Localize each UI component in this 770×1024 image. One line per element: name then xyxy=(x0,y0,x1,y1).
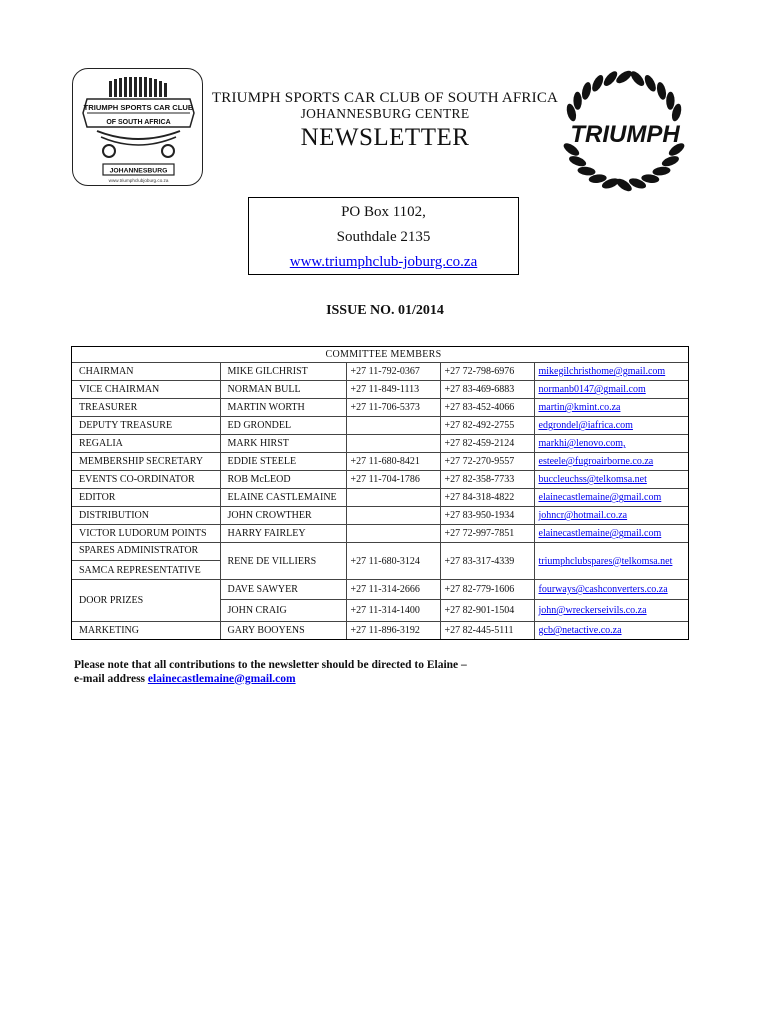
tel-cell xyxy=(346,435,440,453)
tel-cell: +27 11-314-2666 xyxy=(346,580,440,600)
badge-line1: TRIUMPH SPORTS CAR CLUB xyxy=(83,103,194,112)
tel-cell: +27 11-314-1400 xyxy=(346,600,440,622)
role-cell: CHAIRMAN xyxy=(72,363,220,381)
committee-caption-row xyxy=(72,347,688,363)
badge-url: www.triumphclubjoburg.co.za xyxy=(108,178,169,183)
email-link[interactable]: mikegilchristhome@gmail.com xyxy=(534,363,688,381)
role-cell: MARKETING xyxy=(72,622,220,640)
table-row xyxy=(72,381,688,399)
name-cell: JOHN CROWTHER xyxy=(220,507,346,525)
table-row xyxy=(72,471,688,489)
club-badge-logo xyxy=(72,68,203,186)
name-cell: DAVE SAWYER xyxy=(220,580,346,600)
table-row xyxy=(72,622,688,640)
table-row xyxy=(72,507,688,525)
suburb: Southdale 2135 xyxy=(336,229,431,245)
laurel-leaf xyxy=(580,81,592,100)
contribution-note xyxy=(74,659,714,686)
page-title: NEWSLETTER xyxy=(300,124,470,151)
tel-cell: +27 11-792-0367 xyxy=(346,363,440,381)
email-link[interactable]: elainecastlemaine@gmail.com xyxy=(534,489,688,507)
cell-cell: +27 82-492-2755 xyxy=(440,417,534,435)
triumph-wreath-logo xyxy=(552,67,696,195)
role-cell: REGALIA xyxy=(72,435,220,453)
centre-name: JOHANNESBURG CENTRE xyxy=(300,106,470,121)
table-row xyxy=(72,435,688,453)
role-cell xyxy=(72,543,220,580)
laurel-leaf xyxy=(642,73,658,93)
laurel-leaf xyxy=(573,92,582,110)
cell-cell: +27 72-997-7851 xyxy=(440,525,534,543)
table-row xyxy=(72,399,688,417)
badge-line3: JOHANNESBURG xyxy=(109,167,168,175)
role-cell: DEPUTY TREASURE xyxy=(72,417,220,435)
laurel-leaf xyxy=(577,166,596,177)
note-line2 xyxy=(74,673,714,687)
name-cell: EDDIE STEELE xyxy=(220,453,346,471)
tel-cell: +27 11-704-1786 xyxy=(346,471,440,489)
committee-caption: COMMITTEE MEMBERS xyxy=(72,347,688,363)
email-link[interactable]: fourways@cashconverters.co.za xyxy=(534,580,688,600)
laurel-leaf xyxy=(660,154,680,168)
cell-cell: +27 82-901-1504 xyxy=(440,600,534,622)
committee-table xyxy=(71,346,689,640)
email-link[interactable]: markhi@lenovo.com, xyxy=(534,435,688,453)
tel-cell xyxy=(346,525,440,543)
cell-cell: +27 83-950-1934 xyxy=(440,507,534,525)
tel-cell: +27 11-849-1113 xyxy=(346,381,440,399)
website-link[interactable]: www.triumphclub-joburg.co.za xyxy=(289,254,478,270)
cell-cell: +27 82-459-2124 xyxy=(440,435,534,453)
laurel-leaf xyxy=(652,166,671,177)
table-row xyxy=(72,580,688,600)
tel-cell: +27 11-706-5373 xyxy=(346,399,440,417)
email-link[interactable]: martin@kmint.co.za xyxy=(534,399,688,417)
tel-cell: +27 11-680-3124 xyxy=(346,543,440,580)
po-box: PO Box 1102, xyxy=(341,204,426,220)
email-link[interactable]: triumphclubspares@telkomsa.net xyxy=(534,543,688,580)
tel-cell: +27 11-896-3192 xyxy=(346,622,440,640)
name-cell: JOHN CRAIG xyxy=(220,600,346,622)
name-cell: ROB McLEOD xyxy=(220,471,346,489)
email-link[interactable]: john@wreckerseivils.co.za xyxy=(534,600,688,622)
table-row xyxy=(72,417,688,435)
role-cell: EDITOR xyxy=(72,489,220,507)
laurel-leaf xyxy=(614,68,634,85)
role-cell: MEMBERSHIP SECRETARY xyxy=(72,453,220,471)
tel-cell xyxy=(346,417,440,435)
role-cell: DOOR PRIZES xyxy=(72,580,220,622)
laurel-leaf xyxy=(655,81,667,100)
cell-cell: +27 83-317-4339 xyxy=(440,543,534,580)
name-cell: MIKE GILCHRIST xyxy=(220,363,346,381)
role-cell: DISTRIBUTION xyxy=(72,507,220,525)
email-link[interactable]: gcb@netactive.co.za xyxy=(534,622,688,640)
cell-cell: +27 72-270-9557 xyxy=(440,453,534,471)
club-badge-graphic xyxy=(73,69,204,187)
name-cell: MARK HIRST xyxy=(220,435,346,453)
name-cell: HARRY FAIRLEY xyxy=(220,525,346,543)
note-line1: Please note that all contributions to the newsletter should be directed to Elaine – xyxy=(74,659,467,671)
issue-number: ISSUE NO. 01/2014 xyxy=(326,303,444,318)
club-name: TRIUMPH SPORTS CAR CLUB OF SOUTH AFRICA xyxy=(211,90,559,106)
role-cell: VICTOR LUDORUM POINTS xyxy=(72,525,220,543)
cell-cell: +27 82-358-7733 xyxy=(440,471,534,489)
cell-cell: +27 83-452-4066 xyxy=(440,399,534,417)
email-link[interactable]: buccleuchss@telkomsa.net xyxy=(534,471,688,489)
role-cell: EVENTS CO-ORDINATOR xyxy=(72,471,220,489)
table-row xyxy=(72,543,688,580)
badge-line2: OF SOUTH AFRICA xyxy=(106,119,171,126)
role-cell: TREASURER xyxy=(72,399,220,417)
email-link[interactable]: edgrondel@iafrica.com xyxy=(534,417,688,435)
name-cell: ELAINE CASTLEMAINE xyxy=(220,489,346,507)
cell-cell: +27 83-469-6883 xyxy=(440,381,534,399)
tel-cell: +27 11-680-8421 xyxy=(346,453,440,471)
cell-cell: +27 82-779-1606 xyxy=(440,580,534,600)
tel-cell xyxy=(346,507,440,525)
name-cell: RENE DE VILLIERS xyxy=(220,543,346,580)
note-prefix: e-mail address xyxy=(74,672,148,685)
name-cell: ED GRONDEL xyxy=(220,417,346,435)
cell-cell: +27 84-318-4822 xyxy=(440,489,534,507)
name-cell: MARTIN WORTH xyxy=(220,399,346,417)
laurel-leaf xyxy=(601,69,619,88)
brand-wordmark: TRIUMPH xyxy=(570,121,680,148)
email-link[interactable]: esteele@fugroairborne.co.za xyxy=(534,453,688,471)
role-cell: VICE CHAIRMAN xyxy=(72,381,220,399)
table-row xyxy=(72,363,688,381)
laurel-wreath-icon xyxy=(552,67,696,195)
editor-email-link[interactable]: elainecastlemaine@gmail.com xyxy=(147,672,296,685)
email-link[interactable]: johncr@hotmail.co.za xyxy=(534,507,688,525)
laurel-leaf xyxy=(666,92,675,110)
name-cell: NORMAN BULL xyxy=(220,381,346,399)
name-cell: GARY BOOYENS xyxy=(220,622,346,640)
address-box xyxy=(248,197,519,275)
table-row xyxy=(72,453,688,471)
role-samca: SAMCA REPRESENTATIVE xyxy=(79,565,201,576)
email-link[interactable]: elainecastlemaine@gmail.com xyxy=(534,525,688,543)
table-row xyxy=(72,525,688,543)
cell-cell: +27 72-798-6976 xyxy=(440,363,534,381)
laurel-leaf xyxy=(590,73,606,93)
cell-cell: +27 82-445-5111 xyxy=(440,622,534,640)
table-row xyxy=(72,489,688,507)
laurel-leaf xyxy=(568,154,588,168)
role-spares: SPARES ADMINISTRATOR xyxy=(72,543,220,561)
tel-cell xyxy=(346,489,440,507)
email-link[interactable]: normanb0147@gmail.com xyxy=(534,381,688,399)
